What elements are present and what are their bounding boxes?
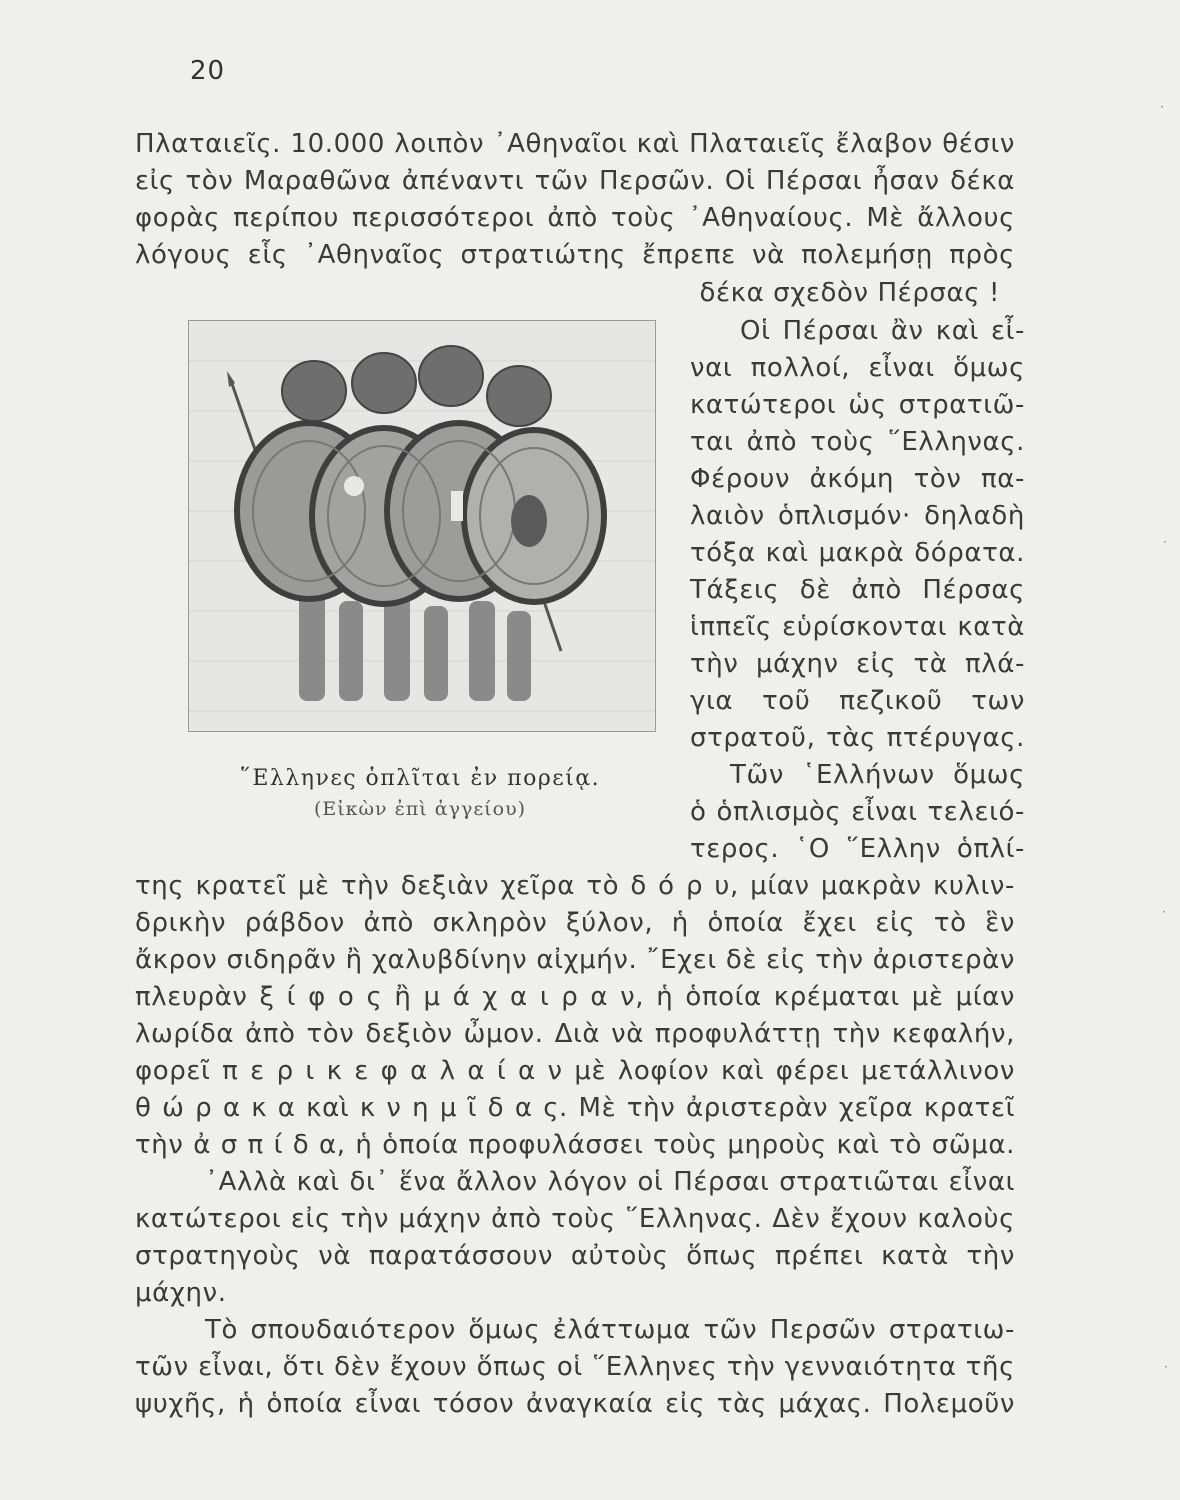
figure-caption-source: (Εἰκὼν ἐπὶ ἀγγείου) <box>313 798 527 820</box>
text-line: της κρατεῖ μὲ τὴν δεξιὰν χεῖρα τὸ δ ό ρ υ, μίαν μακρὰν κυλιν- <box>135 871 1015 901</box>
text-line: τὴν μάχην εἰς τὰ πλά- <box>690 649 1025 679</box>
text-line: Τάξεις δὲ ἀπὸ Πέρσας <box>690 575 1025 605</box>
text-line: Οἱ Πέρσαι ἂν καὶ εἶ- <box>740 316 1025 346</box>
text-line: πλευρὰν ξ ί φ ο ς ἢ μ ά χ α ι ρ α ν, ἡ ὁποία κρέμαται μὲ μίαν <box>135 982 1015 1012</box>
text-line: τῶν εἶναι, ὅτι δὲν ἔχουν ὅπως οἱ ῞Ελληνες τὴν γενναιότητα τῆς <box>135 1352 1015 1382</box>
text-line: ᾿Αλλὰ καὶ δι᾿ ἕνα ἄλλον λόγον οἱ Πέρσαι στρατιῶται εἶναι <box>205 1167 1015 1197</box>
text-line: ἄκρον σιδηρᾶν ἢ χαλυβδίνην αἰχμήν. ῎Εχει δὲ εἰς τὴν ἀριστερὰν <box>135 945 1015 975</box>
text-line: στρατοῦ, τὰς πτέρυγας. <box>690 723 1025 753</box>
text-line: λωρίδα ἀπὸ τὸν δεξιὸν ὦμον. Διὰ νὰ προφυλάττῃ τὴν κεφαλήν, <box>135 1019 1015 1049</box>
text-line: φορὰς περίπου περισσότεροι ἀπὸ τοὺς ᾿Αθηναίους. Μὲ ἄλλους <box>135 203 1015 233</box>
margin-speck: · <box>1163 535 1167 549</box>
vase-illustration <box>188 320 656 732</box>
text-line: ναι πολλοί, εἶναι ὅμως <box>690 353 1025 383</box>
text-line: για τοῦ πεζικοῦ των <box>690 686 1025 716</box>
text-line: δρικὴν ράβδον ἀπὸ σκληρὸν ξύλον, ἡ ὁποία ἔχει εἰς τὸ ἓν <box>135 908 1015 938</box>
text-line: στρατηγοὺς νὰ παρατάσσουν αὐτοὺς ὅπως πρέπει κατὰ τὴν <box>135 1241 1015 1271</box>
text-line: μάχην. <box>135 1278 227 1308</box>
text-line: τόξα καὶ μακρὰ δόρατα. <box>690 538 1025 568</box>
text-line: φορεῖ π ε ρ ι κ ε φ α λ α ί α ν μὲ λοφίον καὶ φέρει μετάλλινον <box>135 1056 1015 1086</box>
text-line: ὁ ὁπλισμὸς εἶναι τελειό- <box>690 797 1025 827</box>
text-line: Φέρουν ἀκόμη τὸν πα- <box>690 464 1025 494</box>
text-line: λαιὸν ὁπλισμόν· δηλαδὴ <box>690 501 1025 531</box>
text-line: ται ἀπὸ τοὺς ῞Ελληνας. <box>690 427 1025 457</box>
text-line: θ ώ ρ α κ α καὶ κ ν η μ ῖ δ α ς. Μὲ τὴν ἀριστερὰν χεῖρα κρατεῖ <box>135 1093 1015 1123</box>
figure-caption-title: ῞Ελληνες ὁπλῖται ἐν πορείᾳ. <box>239 766 601 791</box>
text-line: Πλαταιεῖς. 10.000 λοιπὸν ᾿Αθηναῖοι καὶ Πλαταιεῖς ἔλαβον θέσιν <box>135 129 1015 159</box>
text-line: κατώτεροι ὡς στρατιῶ- <box>690 390 1025 420</box>
text-line: Τὸ σπουδαιότερον ὅμως ἐλάττωμα τῶν Περσῶν στρατιω- <box>205 1315 1015 1345</box>
text-line: εἰς τὸν Μαραθῶνα ἀπέναντι τῶν Περσῶν. Οἱ Πέρσαι ἦσαν δέκα <box>135 166 1015 196</box>
margin-speck: · <box>1164 1360 1168 1374</box>
text-line: τὴν ἀ σ π ί δ α, ἡ ὁποία προφυλάσσει τοὺς μηροὺς καὶ τὸ σῶμα. <box>135 1130 1015 1160</box>
text-line: λόγους εἷς ᾿Αθηναῖος στρατιώτης ἔπρεπε νὰ πολεμήσῃ πρὸς <box>135 240 1015 270</box>
margin-speck: · <box>1162 905 1166 919</box>
hoplites-drawing <box>189 321 655 731</box>
text-line: δέκα σχεδὸν Πέρσας ! <box>699 278 1000 308</box>
margin-speck: · <box>1160 100 1164 114</box>
text-line: τερος. ῾Ο ῞Ελλην ὁπλί- <box>690 834 1025 864</box>
text-line: ἱππεῖς εὑρίσκονται κατὰ <box>690 612 1025 642</box>
text-line: Τῶν ῾Ελλήνων ὅμως <box>730 760 1025 790</box>
page-number: 20 <box>190 56 226 86</box>
text-line: κατώτεροι εἰς τὴν μάχην ἀπὸ τοὺς ῞Ελληνας. Δὲν ἔχουν καλοὺς <box>135 1204 1015 1234</box>
text-line: ψυχῆς, ἡ ὁποία εἶναι τόσον ἀναγκαία εἰς τὰς μάχας. Πολεμοῦν <box>135 1389 1015 1419</box>
